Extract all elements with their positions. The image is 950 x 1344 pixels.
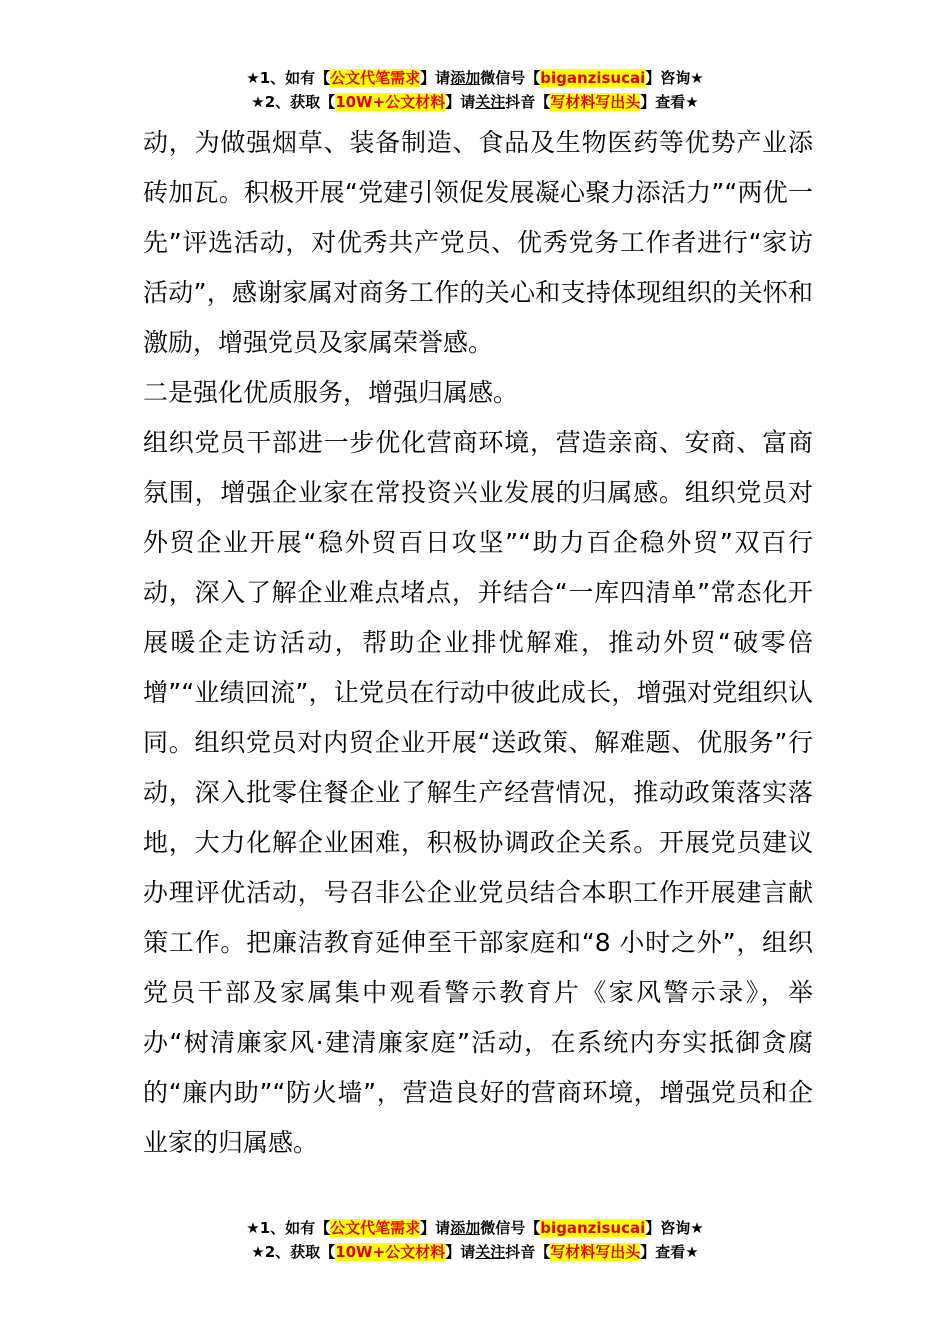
banner-underlined: 关注 — [475, 93, 506, 111]
banner-line-2 — [0, 90, 950, 114]
document-body — [143, 118, 813, 1168]
banner-text: ★2、获取【 — [251, 1243, 336, 1261]
banner-highlight: 写材料写出头 — [550, 93, 641, 111]
banner-highlight: 公文代笔需求 — [330, 69, 421, 87]
banner-highlight: 10W+公文材料 — [335, 1243, 446, 1261]
banner-text: 】请 — [420, 69, 451, 87]
section-heading: 二是强化优质服务，增强归属感。 — [143, 378, 519, 407]
banner-line-2 — [0, 1240, 950, 1264]
paragraph: 组织党员干部进一步优化营商环境，营造亲商、安商、富商氛围，增强企业家在常投资兴业发展的归属感。组织党员对外贸企业开展“稳外贸百日攻坚”“助力百企稳外贸”双百行动，深入了解企业难点堵点，并结合“一库四清单”常态化开展暖企走访活动，帮助企业排忧解难，推动外贸“破零倍增”“业绩回流”，让党员在行动中彼此成长，增强对党组织认同。组织党员对内贸企业开展“送政策、解难题、优服务”行动，深入批零住餐企业了解生产经营情况，推动政策落实落地，大力化解企业困难，积极协调政企关系。开展党员建议办理评优活动，号召非公企业党员结合本职工作开展建言献策工作。把廉洁教育延伸至干部家庭和“8 小时之外”，组织党员干部及家属集中观看警示教育片《家风警示录》，举办“树清廉家风·建清廉家庭”活动，在系统内夯实抵御贪腐的“廉内助”“防火墙”，营造良好的营商环境，增强党员和企业家的归属感。 — [143, 428, 813, 1157]
banner-text: ★1、如有【 — [246, 1219, 331, 1237]
banner-text: 】查看★ — [640, 1243, 699, 1261]
banner-highlight: 写材料写出头 — [550, 1243, 641, 1261]
banner-text: 抖音【 — [505, 1243, 551, 1261]
banner-highlight: biganzisucai — [540, 1219, 646, 1237]
banner-underlined: 添加 — [450, 69, 481, 87]
bottom-banner — [0, 1216, 950, 1264]
banner-text: 】请 — [420, 1219, 451, 1237]
banner-line-1 — [0, 66, 950, 90]
banner-text: ★2、获取【 — [251, 93, 336, 111]
banner-text: ★1、如有【 — [246, 69, 331, 87]
banner-underlined: 添加 — [450, 1219, 481, 1237]
banner-text: 抖音【 — [505, 93, 551, 111]
banner-text: 】咨询★ — [645, 1219, 704, 1237]
banner-text: 】咨询★ — [645, 69, 704, 87]
banner-text: 微信号【 — [480, 1219, 541, 1237]
banner-underlined: 关注 — [475, 1243, 506, 1261]
banner-highlight: biganzisucai — [540, 69, 646, 87]
top-banner — [0, 66, 950, 114]
banner-line-1 — [0, 1216, 950, 1240]
banner-highlight: 10W+公文材料 — [335, 93, 446, 111]
banner-text: 】查看★ — [640, 93, 699, 111]
banner-highlight: 公文代笔需求 — [330, 1219, 421, 1237]
banner-text: 】请 — [445, 93, 476, 111]
paragraph: 动，为做强烟草、装备制造、食品及生物医药等优势产业添砖加瓦。积极开展“党建引领促发展凝心聚力添活力”“两优一先”评选活动，对优秀共产党员、优秀党务工作者进行“家访活动”，感谢家属对商务工作的关心和支持体现组织的关怀和激励，增强党员及家属荣誉感。 — [143, 128, 813, 357]
banner-text: 微信号【 — [480, 69, 541, 87]
banner-text: 】请 — [445, 1243, 476, 1261]
